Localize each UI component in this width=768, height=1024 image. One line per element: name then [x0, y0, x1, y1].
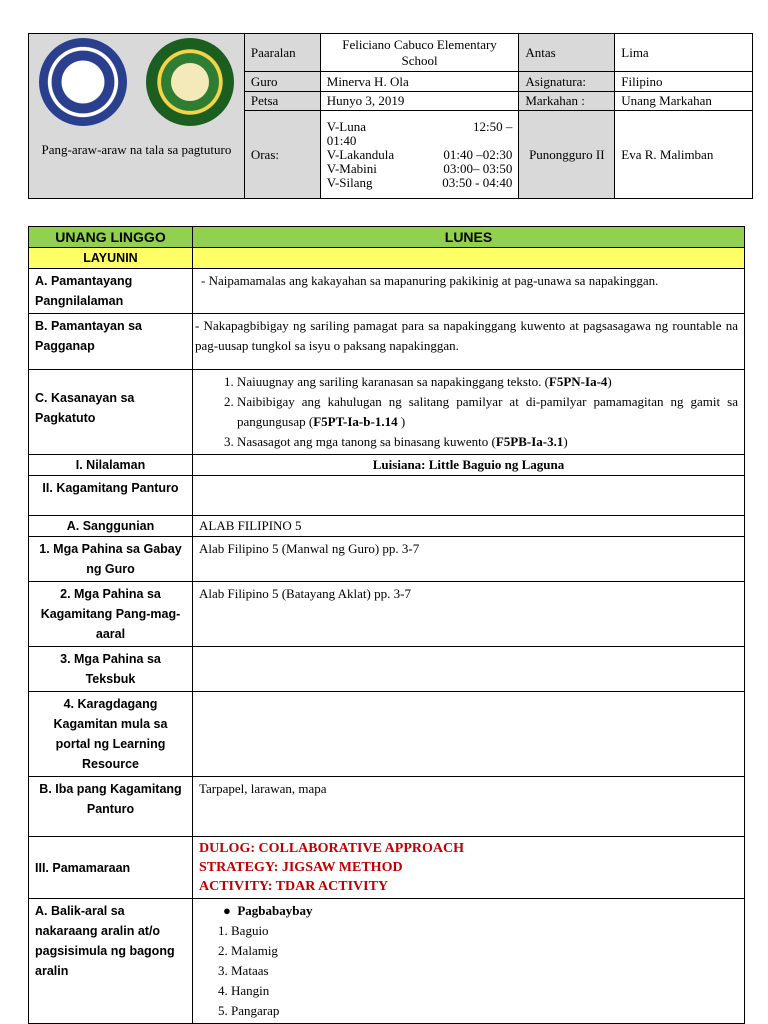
word-item: 4. Hangin: [231, 981, 738, 1001]
portal-label: 4. Karagdagang Kagamitan mula sa portal ng Learning Resource: [29, 692, 193, 777]
portal-empty: [193, 692, 745, 777]
sanggunian-label: A. Sanggunian: [29, 516, 193, 537]
c-label: C. Kasanayan sa Pagkatuto: [29, 370, 193, 455]
word-item: 3. Mataas: [231, 961, 738, 981]
dulog-line: DULOG: COLLABORATIVE APPROACH: [199, 841, 464, 856]
oras-section: 01:40: [326, 132, 357, 148]
layunin-empty: [193, 248, 745, 269]
oras-section: V-Mabini: [326, 160, 377, 176]
doc-title: Pang-araw-araw na tala sa pagtuturo: [41, 142, 232, 157]
iba-value: Tarpapel, larawan, mapa: [193, 777, 745, 837]
gabay-value: Alab Filipino 5 (Manwal ng Guro) pp. 3-7: [193, 537, 745, 582]
strategy-line: STRATEGY: JIGSAW METHOD: [199, 860, 403, 875]
kagamitan-empty: [193, 476, 745, 516]
teksbuk-label: 3. Mga Pahina sa Teksbuk: [29, 647, 193, 692]
activity-line: ACTIVITY: TDAR ACTIVITY: [199, 879, 389, 894]
b-text: - Nakapagbibigay ng sariling pamagat para sa napakinggang kuwento at pagsasagawa ng rountable na pag-uusap tungkol sa isyu o paksang napakinggan.: [193, 314, 745, 370]
markahan-label: Markahan :: [519, 92, 615, 111]
c-text: [193, 370, 745, 455]
guro-label: Guro: [244, 72, 320, 92]
oras-label: Oras:: [244, 111, 320, 199]
gabay-label: 1. Mga Pahina sa Gabay ng Guro: [29, 537, 193, 582]
oras-time: 03:50 - 04:40: [442, 174, 513, 190]
oras-time: 12:50 –: [472, 118, 513, 134]
asignatura-value: Filipino: [615, 72, 753, 92]
school-seal-icon: [146, 38, 234, 126]
asignatura-label: Asignatura:: [519, 72, 615, 92]
b-label: B. Pamantayan sa Pagganap: [29, 314, 193, 370]
c-item: 3. Nasasagot ang mga tanong sa binasang kuwento (F5PB-Ia-3.1): [237, 432, 738, 452]
oras-time: 01:40 –02:30: [443, 146, 513, 162]
markahan-value: Unang Markahan: [615, 92, 753, 111]
petsa-value: Hunyo 3, 2019: [320, 92, 519, 111]
punongguro-value: Eva R. Malimban: [615, 111, 753, 199]
balik-cell: [193, 899, 745, 1024]
kagamitan-label: II. Kagamitang Panturo: [29, 476, 193, 516]
magaaral-label: 2. Mga Pahina sa Kagamitang Pang-mag-aaral: [29, 582, 193, 647]
word-item: 1. Baguio: [231, 921, 738, 941]
paaralan-value: Feliciano Cabuco Elementary School: [320, 34, 519, 72]
deped-seal-icon: [39, 38, 127, 126]
punongguro-label: Punongguro II: [519, 111, 615, 199]
pamamaraan-label: III. Pamamaraan: [29, 837, 193, 899]
word-item: 2. Malamig: [231, 941, 738, 961]
antas-value: Lima: [615, 34, 753, 72]
header-logo-cell: [29, 34, 245, 199]
nilalaman-label: I. Nilalaman: [29, 455, 193, 476]
guro-value: Minerva H. Ola: [320, 72, 519, 92]
nilalaman-value: Luisiana: Little Baguio ng Laguna: [193, 455, 745, 476]
sanggunian-value: ALAB FILIPINO 5: [193, 516, 745, 537]
a-label: A. Pamantayang Pangnilalaman: [29, 269, 193, 314]
dulog-cell: [193, 837, 745, 899]
oras-time: 03:00– 03:50: [443, 160, 513, 176]
magaaral-value: Alab Filipino 5 (Batayang Aklat) pp. 3-7: [193, 582, 745, 647]
oras-section: V-Silang: [326, 174, 373, 190]
oras-value: [320, 111, 519, 199]
bullet-icon: ●: [223, 903, 238, 918]
lesson-plan-table: [28, 226, 745, 1024]
oras-section: V-Luna: [326, 118, 367, 134]
iba-label: B. Iba pang Kagamitang Panturo: [29, 777, 193, 837]
oras-section: V-Lakandula: [326, 146, 395, 162]
word-item: 5. Pangarap: [231, 1001, 738, 1021]
a-text: - Naipamamalas ang kakayahan sa mapanuring pakikinig at pag-unawa sa napakinggan.: [193, 269, 745, 314]
c-item: 2. Naibibigay ang kahulugan ng salitang pamilyar at di-pamilyar pamamagitan ng gamit sa pangungusap (F5PT-Ia-b-1.14 ): [237, 392, 738, 432]
petsa-label: Petsa: [244, 92, 320, 111]
c-item: 1. Naiuugnay ang sariling karanasan sa napakinggang teksto. (F5PN-Ia-4): [237, 372, 738, 392]
day-heading: LUNES: [193, 227, 745, 248]
teksbuk-empty: [193, 647, 745, 692]
paaralan-label: Paaralan: [244, 34, 320, 72]
layunin-heading: LAYUNIN: [29, 248, 193, 269]
balik-label: A. Balik-aral sa nakaraang aralin at/o pagsisimula ng bagong aralin: [29, 899, 193, 1024]
bullet-heading: ● Pagbabaybay: [223, 903, 313, 918]
antas-label: Antas: [519, 34, 615, 72]
header-table: [28, 33, 753, 199]
week-heading: UNANG LINGGO: [29, 227, 193, 248]
